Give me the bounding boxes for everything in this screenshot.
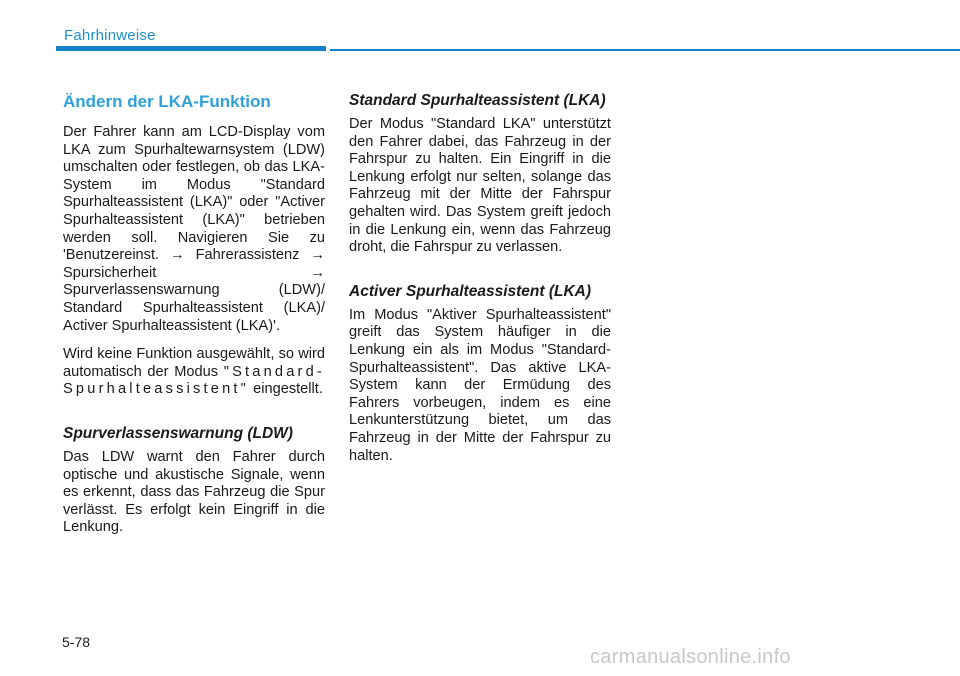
header-rule-thin [330, 49, 960, 51]
default-mode-text-c: eingestellt. [253, 381, 323, 398]
page-number: 5-78 [62, 634, 91, 650]
watermark: carmanualsonline.info [590, 646, 791, 668]
ldw-subheading: Spurverlassenswarnung (LDW) [63, 424, 293, 442]
standard-lka-paragraph: Der Modus "Standard LKA" unterstützt den Fahrer dabei, das Fahrzeug in der Fahrspur zu halten. Ein Eingriff in die Lenkung erfolgt nur selten, solange das Fahrzeug mit der Mitte der Fahrspur gehalten wird. Das System greift jedoch in die Lenkung ein, wenn das Fahrzeug droht, die Fahrspur zu verlassen. [349, 116, 611, 256]
default-mode-paragraph [63, 346, 325, 399]
left-column [63, 92, 325, 548]
right-column [349, 92, 611, 476]
section-title: Fahrhinweise [64, 27, 156, 44]
header-rule-thick [56, 46, 326, 51]
default-mode-text-a: Wird keine Funktion ausgewählt, so wird automatisch der Modus [63, 346, 325, 380]
active-lka-subheading: Activer Spurhalteassistent (LKA) [349, 282, 592, 300]
section-heading: Ändern der LKA-Funktion [63, 92, 271, 111]
default-mode-name: "Standard-Spurhalteassistent" [63, 363, 325, 398]
ldw-paragraph: Das LDW warnt den Fahrer durch optische und akustische Signale, wenn es erkennt, dass das Fahrzeug die Spur verlässt. Es erfolgt kein Eingriff in die Lenkung. [63, 448, 325, 536]
active-lka-paragraph: Im Modus "Aktiver Spurhalteassistent" greift das System häufiger in die Lenkung ein als im Modus "Standard-Spurhalteassistent". Das aktive LKA-System kann der Ermüdung des Fahrers vorbeugen, indem es eine Lenkunterstützung bietet, um das Fahrzeug in der Mitte der Fahrspur zu halten. [349, 306, 611, 464]
intro-paragraph: Der Fahrer kann am LCD-Display vom LKA zum Spurhaltewarnsystem (LDW) umschalten oder festlegen, ob das LKA-System im Modus "Standard Spurhalteassistent (LKA)" oder "Activer Spurhalteassistent (LKA)" betrieben werden soll. Navigieren Sie zu 'Benutzereinst. → Fahrerassistenz → Spursicherheit → Spurverlassenswarnung (LDW)/ Standard Spurhalteassistent (LKA)/ Activer Spurhalteassistent (LKA)'. [63, 124, 325, 334]
standard-lka-subheading: Standard Spurhalteassistent (LKA) [349, 92, 606, 109]
